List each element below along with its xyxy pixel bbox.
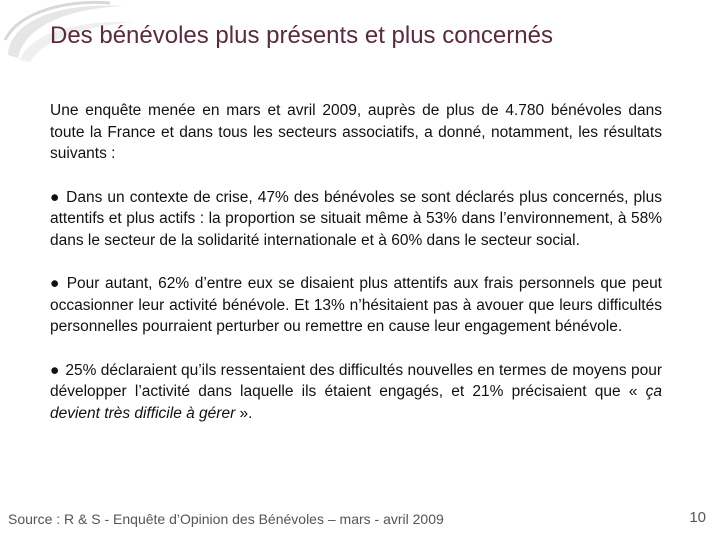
- footer-source: Source : R & S - Enquête d’Opinion des Bénévoles – mars - avril 2009: [8, 511, 444, 527]
- bullet-text-3-quote: ça devient très difficile à gérer: [50, 383, 662, 422]
- slide-title: Des bénévoles plus présents et plus concernés: [50, 22, 553, 49]
- bullet-text-1: Dans un contexte de crise, 47% des bénévoles se sont déclarés plus concernés, plus attentifs et plus actifs : la proportion se situait même à 53% dans l’environnement, à 58% dans le secteur de la solidarité internationale et à 60% dans le secteur social.: [50, 188, 662, 249]
- bullet-item-3: [50, 360, 662, 425]
- bullet-icon: ●: [50, 188, 61, 206]
- bullet-item-1: [50, 187, 662, 252]
- bullet-text-2: Pour autant, 62% d’entre eux se disaient plus attentifs aux frais personnels que peut occasionner leur activité bénévole. Et 13% n’hésitaient pas à avouer que leurs difficultés personnelles pourraient perturber ou remettre en cause leur engagement bénévole.: [50, 275, 662, 335]
- page-number: 10: [689, 509, 706, 526]
- bullet-icon: ●: [50, 275, 61, 292]
- intro-paragraph: Une enquête menée en mars et avril 2009, auprès de plus de 4.780 bénévoles dans toute la France et dans tous les secteurs associatifs, a donné, notamment, les résultats suivants :: [50, 102, 662, 162]
- bullet-item-2: [50, 273, 662, 338]
- bullet-text-3-after: ».: [235, 404, 253, 422]
- slide-body: [50, 100, 662, 446]
- bullet-icon: ●: [50, 361, 60, 379]
- bullet-text-3-before: 25% déclaraient qu’ils ressentaient des difficultés nouvelles en termes de moyens pour développer l’activité dans laquelle ils étaient engagés, et 21% précisaient que «: [50, 361, 662, 400]
